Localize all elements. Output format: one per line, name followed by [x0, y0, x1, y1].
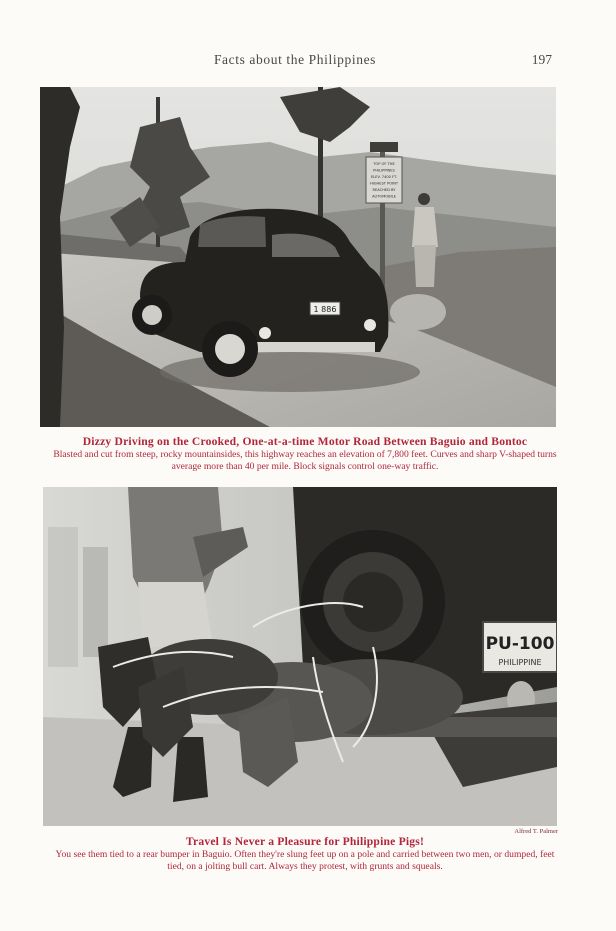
caption-body-road: Blasted and cut from steep, rocky mountainsides, this highway reaches an elevation of 7,800 feet. Curves and sharp V-shaped turns average more than 40 per mile. Block signals control one-way traffic. — [53, 449, 557, 472]
caption-body-pigs: You see them tied to a rear bumper in Baguio. Often they're slung feet up on a pole and carried between two men, or dumped, feet tied, on a jolting bull cart. Always they protest, with grunts and squeals. — [55, 849, 555, 872]
page-number: 197 — [531, 52, 552, 67]
running-head — [0, 52, 616, 72]
caption-road — [40, 434, 570, 473]
sign-line: TOP OF THE — [373, 162, 395, 166]
license-plate-sub-text: PHILIPPINE — [498, 658, 542, 667]
pigs-on-bumper-photo — [43, 487, 557, 826]
caption-pigs — [40, 834, 570, 873]
caption-title-pigs: Travel Is Never a Pleasure for Philippine Pigs! — [185, 835, 425, 848]
photo-credit: Alfred T. Palmer — [514, 828, 558, 835]
sign-line: PHILIPPINES — [373, 168, 395, 173]
running-title: Facts about the Philippines — [213, 52, 377, 67]
background-people — [48, 527, 108, 667]
license-plate-text: 1 886 — [313, 305, 337, 314]
sign-line: ELEV. 7400 FT. — [370, 175, 398, 179]
sign-line: REACHED BY — [372, 188, 396, 192]
boulder — [390, 294, 446, 330]
sign-line: HIGHEST POINT — [369, 181, 399, 186]
mountain-road-illustration — [40, 87, 556, 427]
mountain-road-photo — [40, 87, 556, 427]
license-plate-main-text: PU-100 — [485, 634, 555, 654]
caption-title-road: Dizzy Driving on the Crooked, One-at-a-time Motor Road Between Baguio and Bontoc — [82, 435, 528, 448]
sign-line: AUTOMOBILE — [372, 194, 396, 199]
pigs-illustration — [43, 487, 557, 826]
